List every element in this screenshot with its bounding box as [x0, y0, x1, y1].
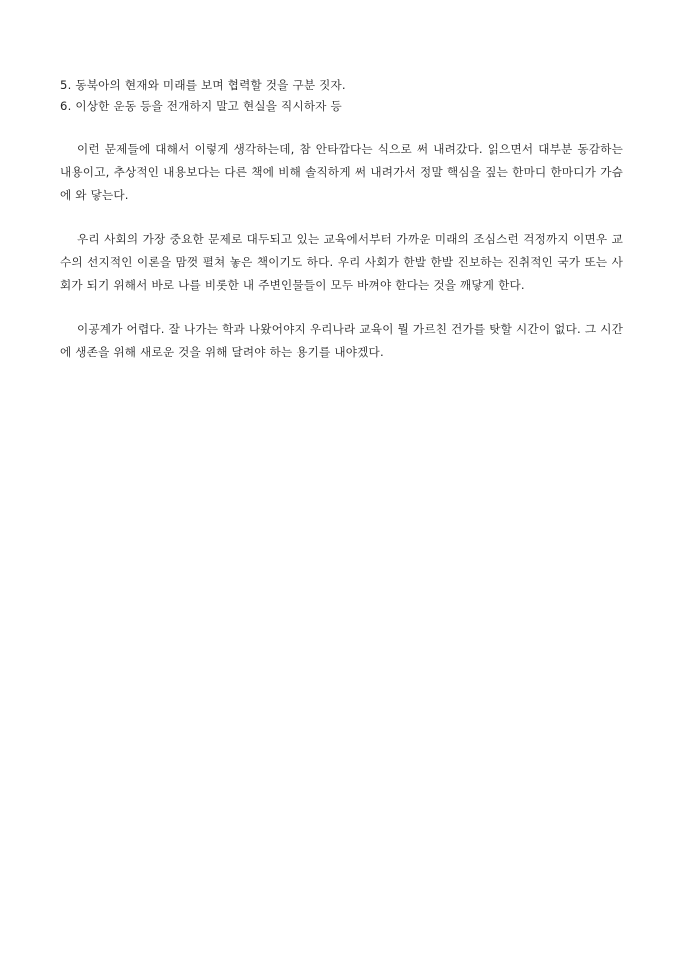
- list-item: 6. 이상한 운동 등을 전개하지 말고 현실을 직시하자 등: [60, 99, 342, 113]
- list-item: 5. 동북아의 현재와 미래를 보며 협력할 것을 구분 짓자.: [60, 78, 346, 92]
- document-body: [60, 75, 623, 364]
- paragraph: 이런 문제들에 대해서 이렇게 생각하는데, 참 안타깝다는 식으로 써 내려갔다. 읽으면서 대부분 동감하는 내용이고, 추상적인 내용보다는 다른 책에 비해 솔직하게 써 내려가서 정말 핵심을 짚는 한마디 한마디가 가슴에 와 닿는다.: [60, 142, 623, 202]
- paragraph: 우리 사회의 가장 중요한 문제로 대두되고 있는 교육에서부터 가까운 미래의 조심스런 걱정까지 이면우 교수의 선지적인 이론을 맘껏 펼쳐 놓은 책이기도 하다. 우리 사회가 한발 한발 진보하는 진취적인 국가 또는 사회가 되기 위해서 바로 나를 비롯한 내 주변인물들이 모두 바껴야 한다는 것을 깨닿게 한다.: [60, 232, 623, 292]
- paragraph: 이공계가 어렵다. 잘 나가는 학과 나왔어야지 우리나라 교육이 뭘 가르친 건가를 탓할 시간이 없다. 그 시간에 생존을 위해 새로운 것을 위해 달려야 하는 용기를 내야겠다.: [60, 322, 623, 359]
